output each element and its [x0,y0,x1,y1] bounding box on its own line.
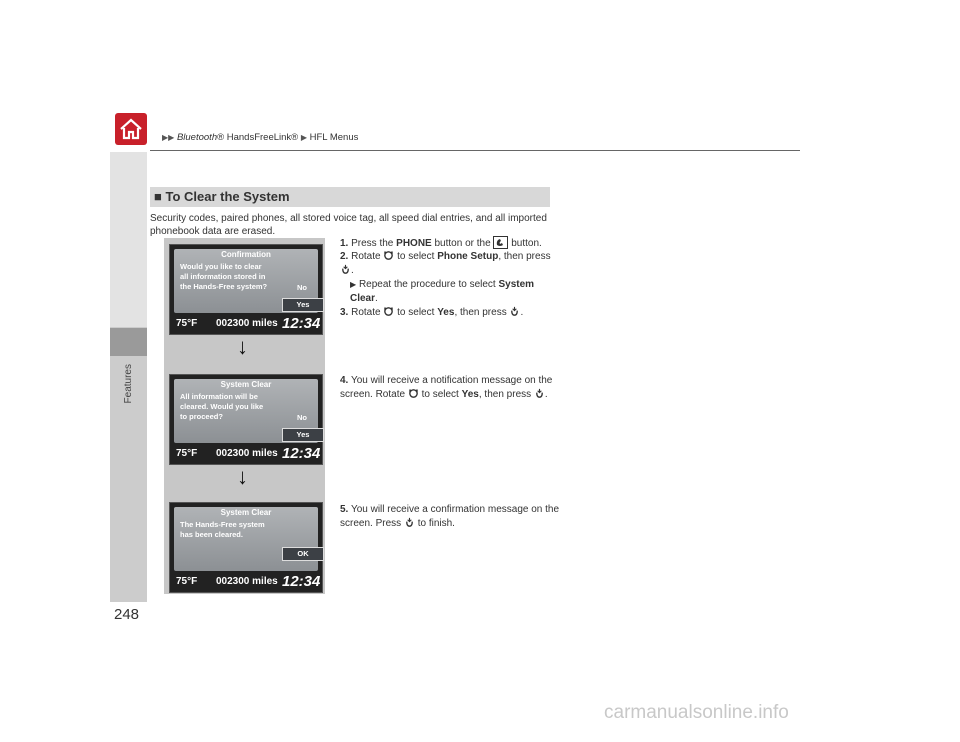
interface-dial-rotate-icon [383,306,394,317]
section-title: ■ To Clear the System [154,189,290,204]
breadcrumb-item-hfl[interactable]: ® HandsFreeLink® [217,132,299,143]
breadcrumb-arrow-icon: ▶▶ [162,133,175,142]
screen-status-bar [174,573,321,590]
display-screen-system-cleared [169,502,323,593]
sidebar-tab-marker[interactable] [110,328,147,356]
screen-status-bar [174,445,321,462]
step-5: 5. You will receive a confirmation message on the screen. Press to finish. [340,504,560,529]
square-bullet-icon: ■ [154,189,162,204]
temperature-readout: 75°F [176,576,198,587]
step-2: 2. Rotate to select Phone Setup, then press . ▶ Repeat the procedure to select System Clear. [340,250,560,306]
step-1: 1. Press the PHONE button or the button. [340,238,542,249]
breadcrumb-item-menus[interactable]: HFL Menus [309,132,359,143]
interface-dial-press-icon [404,517,415,528]
breadcrumb-arrow-icon: ▶ [300,133,307,142]
screen-title: System Clear [220,380,272,389]
phone-button-label: PHONE [396,238,432,249]
screen-status-bar [174,315,321,332]
interface-dial-press-icon [534,388,545,399]
page-number: 248 [114,606,140,623]
interface-dial-rotate-icon [383,250,394,261]
clock-readout: 12:34 [282,573,321,590]
screen-title: Confirmation [221,250,271,259]
interface-dial-press-icon [509,306,520,317]
screen-panel [174,507,318,571]
down-arrow-icon: ↓ [237,464,248,489]
screen-option-yes: Yes [282,298,324,312]
screen-panel [174,379,318,443]
screens-column [164,238,325,594]
screen-message: All information will be cleared. Would you like to proceed? [180,392,264,421]
intro-paragraph: Security codes, paired phones, all stored voice tag, all speed dial entries, and all imported phonebook data are erased. [150,213,547,237]
odometer-readout: 002300 miles [216,448,278,459]
display-screen-confirmation [169,244,323,335]
interface-dial-rotate-icon [408,388,419,399]
sidebar-section-label: Features [123,364,134,404]
breadcrumb-item-bluetooth[interactable]: Bluetooth [176,132,218,143]
sidebar [110,152,147,602]
home-icon [119,117,143,141]
screen-message: Would you like to clear all information stored in the Hands-Free system? [180,262,268,291]
screen-message: The Hands-Free system has been cleared. [180,520,265,539]
screen-option-no: No [297,413,307,422]
screen-option-ok: OK [282,547,324,561]
breadcrumb [162,132,358,143]
step-4: 4. You will receive a notification message on the screen. Rotate to select Yes, then press . [340,375,553,400]
odometer-readout: 002300 miles [216,576,278,587]
down-arrow-icon: ↓ [237,334,248,359]
step-3: 3. Rotate to select Yes, then press . [340,307,524,318]
display-screen-system-clear [169,374,323,465]
screen-title: System Clear [220,508,272,517]
watermark: carmanualsonline.info [604,702,789,723]
clock-readout: 12:34 [282,445,321,462]
note-arrow-icon: ▶ [350,280,357,289]
interface-dial-press-icon [340,264,351,275]
screen-panel [174,249,318,313]
temperature-readout: 75°F [176,448,198,459]
section-header [150,187,550,207]
home-button[interactable] [115,113,147,145]
header-divider [150,150,800,151]
clock-readout: 12:34 [282,315,321,332]
sidebar-top [110,152,147,327]
step-2-subnote: ▶ Repeat the procedure to select System Clear. [350,279,535,304]
phone-icon [493,236,508,249]
screen-option-no: No [297,283,307,292]
screen-option-yes: Yes [282,428,324,442]
temperature-readout: 75°F [176,318,198,329]
odometer-readout: 002300 miles [216,318,278,329]
